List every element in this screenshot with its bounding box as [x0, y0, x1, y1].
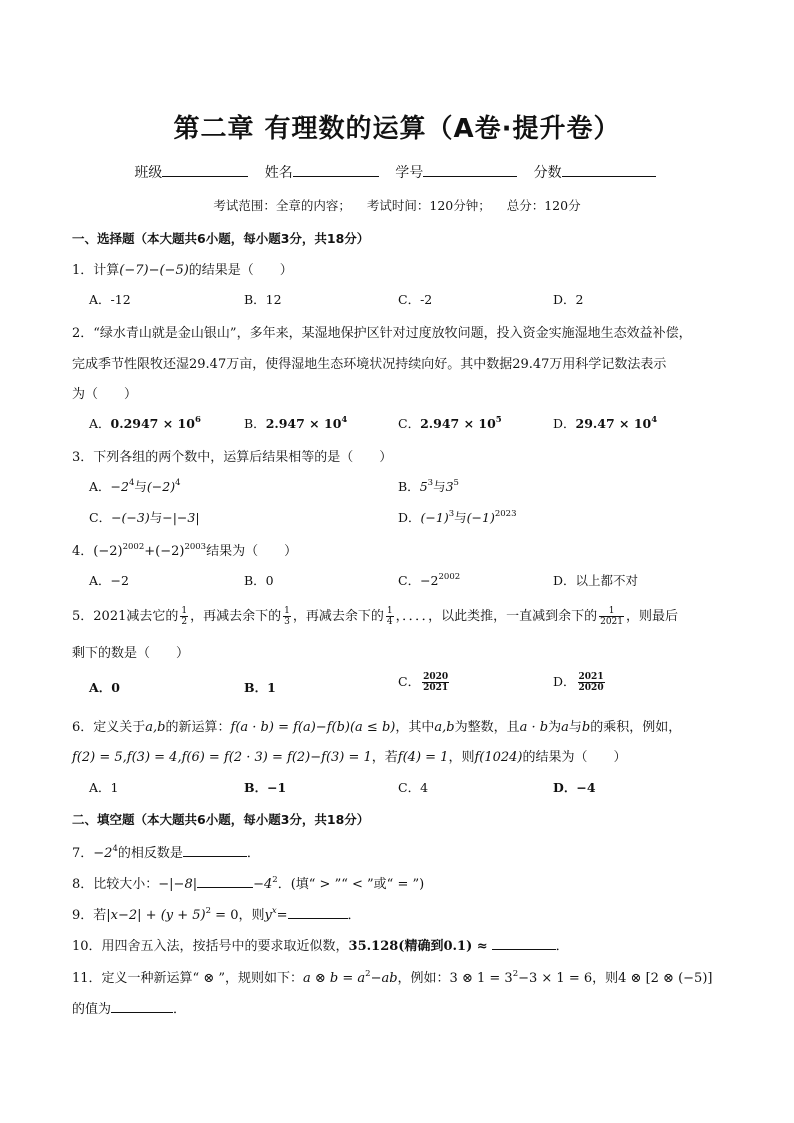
page-title: 第二章 有理数的运算（A卷·提升卷）	[173, 114, 621, 144]
q11-1c: ，则	[592, 971, 619, 986]
q5-option-a[interactable]: A．0	[89, 680, 120, 695]
q7-answer-blank[interactable]	[183, 844, 247, 857]
q6-1d: 为整数，且	[454, 720, 520, 735]
q6-prod: a · b	[519, 720, 549, 735]
q5-c-label: C．	[398, 674, 421, 689]
q3-option-a[interactable]	[89, 477, 181, 495]
q1-pre: 1．计算	[72, 263, 120, 278]
q3-b1e: 3	[427, 478, 434, 488]
q9-expr: |x−2| + (y + 5)	[106, 908, 206, 923]
q3-c-label: C．	[89, 510, 112, 525]
q6-option-a[interactable]: A．1	[89, 780, 119, 795]
id-label: 学号	[395, 165, 424, 181]
q6-1a: 6．定义关于	[72, 720, 146, 735]
q2-d-exp: 4	[651, 415, 658, 425]
question-6-line-1	[72, 716, 681, 735]
q4-t1: (−2)	[93, 544, 123, 559]
q5-cn: 2020	[423, 672, 449, 682]
q6-bv: b	[581, 720, 591, 735]
q3-c1: −(−3)	[111, 510, 150, 525]
q6-1e: 为	[548, 720, 562, 735]
q5-f1n: 1	[181, 606, 188, 616]
q6-av: a	[561, 720, 569, 735]
q2-c-base: 2.947 × 10	[420, 416, 496, 431]
q11-ex: 3 ⊗ 1 = 3	[449, 971, 513, 986]
question-2-line-3: 为（ ）	[72, 387, 138, 402]
q11-rule2: −ab	[370, 971, 398, 986]
scope-range: 考试范围：全章的内容；	[213, 198, 351, 213]
q5-p2: ，再减去余下的	[190, 609, 282, 624]
question-4	[72, 540, 297, 559]
q3-d-label: D．	[398, 510, 421, 525]
q5-f4d: 2021	[600, 617, 624, 627]
name-label: 姓名	[264, 165, 293, 181]
q7-exp: 4	[112, 844, 118, 854]
q2-option-b[interactable]	[244, 414, 347, 432]
section-heading-fill: 二、填空题（本大题共6小题，每小题3分，共18分）	[72, 812, 370, 827]
q5-p5: ，则最后	[626, 609, 679, 624]
q8-answer-blank[interactable]	[197, 875, 253, 888]
q4-post: 结果为（ ）	[206, 544, 298, 559]
q2-option-c[interactable]	[398, 414, 502, 432]
q9-yx: y	[264, 908, 272, 923]
q5-frac-4	[599, 606, 624, 627]
q4-t2e: 2003	[184, 542, 207, 552]
q5-option-c[interactable]	[398, 672, 451, 693]
q4-option-a[interactable]: A．−2	[89, 573, 129, 588]
q11-ex2: −3 × 1 = 6	[518, 971, 593, 986]
question-8	[72, 873, 424, 892]
q3-a2e: 4	[175, 478, 181, 488]
q5-f2n: 1	[284, 606, 290, 616]
score-blank[interactable]	[562, 162, 656, 177]
q6-1c: ，其中	[395, 720, 435, 735]
question-11-line-1	[72, 967, 712, 986]
q9-yxe: x	[271, 906, 277, 916]
q5-p3: ，再减去余下的	[292, 609, 384, 624]
q5-frac-3	[386, 606, 394, 627]
q4-t2: (−2)	[155, 544, 185, 559]
q2-a-label: A．	[89, 416, 111, 431]
question-2-line-1: 2．“绿水青山就是金山银山”，多年来，某湿地保护区针对过度放牧问题，投入资金实施湿地生态效益补偿，	[72, 326, 692, 341]
q3-b1: 5	[419, 479, 428, 494]
q5-f1d: 2	[181, 617, 188, 627]
q10-answer-blank[interactable]	[492, 937, 556, 950]
question-5-line-1	[72, 605, 678, 627]
q10-pre: 10．用四舍五入法，按括号中的要求取近似数，	[72, 939, 349, 954]
q5-f4n: 1	[599, 606, 624, 617]
q11-end: ．	[173, 1002, 187, 1017]
q3-d1: (−1)	[420, 510, 449, 525]
q5-d-frac	[578, 672, 605, 693]
q5-option-b[interactable]: B．1	[244, 680, 276, 695]
question-5-line-2: 剩下的数是（ ）	[72, 646, 190, 661]
q10-end: ．	[555, 939, 569, 954]
q8-pre: 8．比较大小：	[72, 877, 159, 892]
q6-2c: ，则	[448, 750, 475, 765]
q3-d-mid: 与	[454, 510, 467, 525]
q3-b2e: 5	[453, 478, 459, 488]
q11-rule: a ⊗ b = a	[303, 971, 366, 986]
q3-a2: (−2)	[146, 479, 176, 494]
student-info-line	[0, 162, 794, 182]
q6-1g: 的乘积，例如，	[590, 720, 682, 735]
q11-q: 4 ⊗ [2 ⊗ (−5)]	[618, 971, 713, 986]
q11-rexp: 2	[365, 969, 371, 979]
q3-b-label: B．	[398, 479, 420, 494]
q8-rexp: 2	[272, 875, 278, 885]
q11-exexp: 2	[512, 969, 519, 979]
q5-p1: 5．2021减去它的	[72, 609, 179, 624]
q6-2a: f(2) = 5,f(3) = 4,f(6) = f(2 · 3) = f(2)−f(3) = 1	[72, 750, 372, 765]
q4-plus: +	[144, 544, 156, 559]
q2-d-label: D．	[553, 416, 576, 431]
section-heading-choice: 一、选择题（本大题共6小题，每小题3分，共18分）	[72, 231, 370, 246]
q4-pre: 4．	[72, 544, 94, 559]
q9-end: ．	[347, 908, 361, 923]
q3-option-b[interactable]	[398, 477, 459, 495]
q1-option-a[interactable]: A．-12	[89, 292, 131, 307]
q10-val: 35.128(精确到0.1) ≈	[348, 939, 488, 954]
q7-expr: −2	[93, 846, 113, 861]
q6-option-c[interactable]: C．4	[398, 780, 429, 795]
q3-b-mid: 与	[433, 479, 446, 494]
q4-t1e: 2002	[122, 542, 145, 552]
q3-d1e: 3	[448, 509, 455, 519]
question-9	[72, 904, 361, 923]
q6-2d: 的结果为（ ）	[522, 750, 627, 765]
q5-frac-2	[283, 606, 291, 627]
q9-exp: 2	[205, 906, 212, 916]
question-3: 3．下列各组的两个数中，运算后结果相等的是（ ）	[72, 450, 393, 465]
q5-f3n: 1	[386, 606, 393, 616]
q1-option-c[interactable]: C．-2	[398, 292, 433, 307]
q3-c-mid: 与	[149, 510, 163, 525]
q2-c-exp: 5	[495, 415, 502, 425]
q6-1f: 与	[568, 720, 582, 735]
q6-1b: 的新运算：	[165, 720, 231, 735]
question-10	[72, 935, 569, 954]
q1-option-d[interactable]: D．2	[553, 292, 584, 307]
id-blank[interactable]	[423, 162, 517, 177]
q9-answer-blank[interactable]	[288, 906, 348, 919]
question-11-line-2	[72, 998, 186, 1017]
q6-2b: ，若	[371, 750, 398, 765]
q9-pre: 9．若	[72, 908, 107, 923]
q5-c-frac	[422, 672, 449, 693]
q8-post: ．(填“ > ”“ < ”或“ = ”)	[277, 877, 425, 892]
q3-c2: −|−3|	[162, 510, 200, 525]
q4-option-b[interactable]: B．0	[244, 573, 274, 588]
q4-c-exp: 2002	[438, 572, 461, 582]
q2-a-exp: 6	[194, 415, 201, 425]
q3-b2: 3	[445, 479, 454, 494]
q5-p4: ，．．．．，以此类推，一直减到余下的	[395, 609, 598, 624]
q6-target: f(1024)	[474, 750, 523, 765]
scope-time: 考试时间：120分钟；	[366, 198, 491, 213]
class-blank[interactable]	[162, 162, 248, 177]
q5-frac-1	[180, 606, 188, 627]
class-label: 班级	[134, 165, 163, 181]
q1-post: 的结果是（ ）	[188, 263, 293, 278]
q3-option-d[interactable]	[398, 508, 516, 526]
q6-ab-2: a,b	[434, 720, 455, 735]
q2-c-label: C．	[398, 416, 421, 431]
q7-end: ．	[246, 846, 260, 861]
exam-scope	[0, 196, 794, 214]
q1-option-b[interactable]: B．12	[244, 292, 282, 307]
q5-dd: 2020	[578, 683, 604, 693]
q3-option-c[interactable]	[89, 508, 200, 526]
q6-option-b[interactable]: B．−1	[244, 780, 287, 795]
q5-option-d[interactable]	[553, 672, 607, 693]
score-label: 分数	[533, 165, 562, 181]
q6-def: f(a · b) = f(a)−f(b)(a ≤ b)	[230, 720, 396, 735]
q9-mid: = 0，则	[211, 908, 265, 923]
q3-a-mid: 与	[134, 479, 147, 494]
scope-total: 总分：120分	[506, 198, 581, 213]
q2-b-label: B．	[244, 416, 266, 431]
q6-ab: a,b	[145, 720, 166, 735]
q8-left: −|−8|	[158, 877, 198, 892]
q2-b-base: 2.947 × 10	[265, 416, 342, 431]
q2-option-a[interactable]	[89, 414, 201, 432]
q11-line2: 的值为	[72, 1002, 112, 1017]
q1-expr: (−7)−(−5)	[119, 263, 189, 278]
q3-a1e: 4	[128, 478, 135, 488]
q6-option-d[interactable]: D．−4	[553, 780, 596, 795]
q5-f3d: 4	[386, 617, 393, 627]
q11-answer-blank[interactable]	[111, 1000, 173, 1013]
q11-1b: ，例如：	[397, 971, 450, 986]
q2-b-exp: 4	[341, 415, 348, 425]
q8-right: −4	[253, 877, 273, 892]
q4-c-label: C．	[398, 573, 421, 588]
q5-d-label: D．	[553, 674, 576, 689]
question-1	[72, 259, 293, 278]
q9-post: =	[276, 908, 288, 923]
question-7	[72, 842, 260, 861]
q3-a1: −2	[110, 479, 129, 494]
q4-c-base: −2	[420, 573, 439, 588]
q3-d2e: 2023	[494, 509, 517, 519]
q6-cond: f(4) = 1	[397, 750, 449, 765]
name-blank[interactable]	[293, 162, 379, 177]
q2-d-base: 29.47 × 10	[575, 416, 652, 431]
question-6-line-2	[72, 746, 627, 765]
q5-f2d: 3	[284, 617, 290, 627]
q5-cd: 2021	[423, 683, 449, 693]
question-2-line-2: 完成季节性限牧还湿29.47万亩，使得湿地生态环境状况持续向好。其中数据29.47万用科学记数法表示	[72, 357, 667, 372]
q3-a-label: A．	[89, 479, 111, 494]
q4-option-d[interactable]: D．以上都不对	[553, 573, 639, 588]
q5-dn: 2021	[578, 672, 604, 682]
q7-pre: 7．	[72, 846, 94, 861]
q3-d2: (−1)	[466, 510, 495, 525]
q4-option-c[interactable]	[398, 571, 460, 589]
q2-a-base: 0.2947 × 10	[110, 416, 195, 431]
q11-1a: 11．定义一种新运算“ ⊗ ”，规则如下：	[72, 971, 303, 986]
q2-option-d[interactable]	[553, 414, 657, 432]
q7-post: 的相反数是	[117, 846, 183, 861]
